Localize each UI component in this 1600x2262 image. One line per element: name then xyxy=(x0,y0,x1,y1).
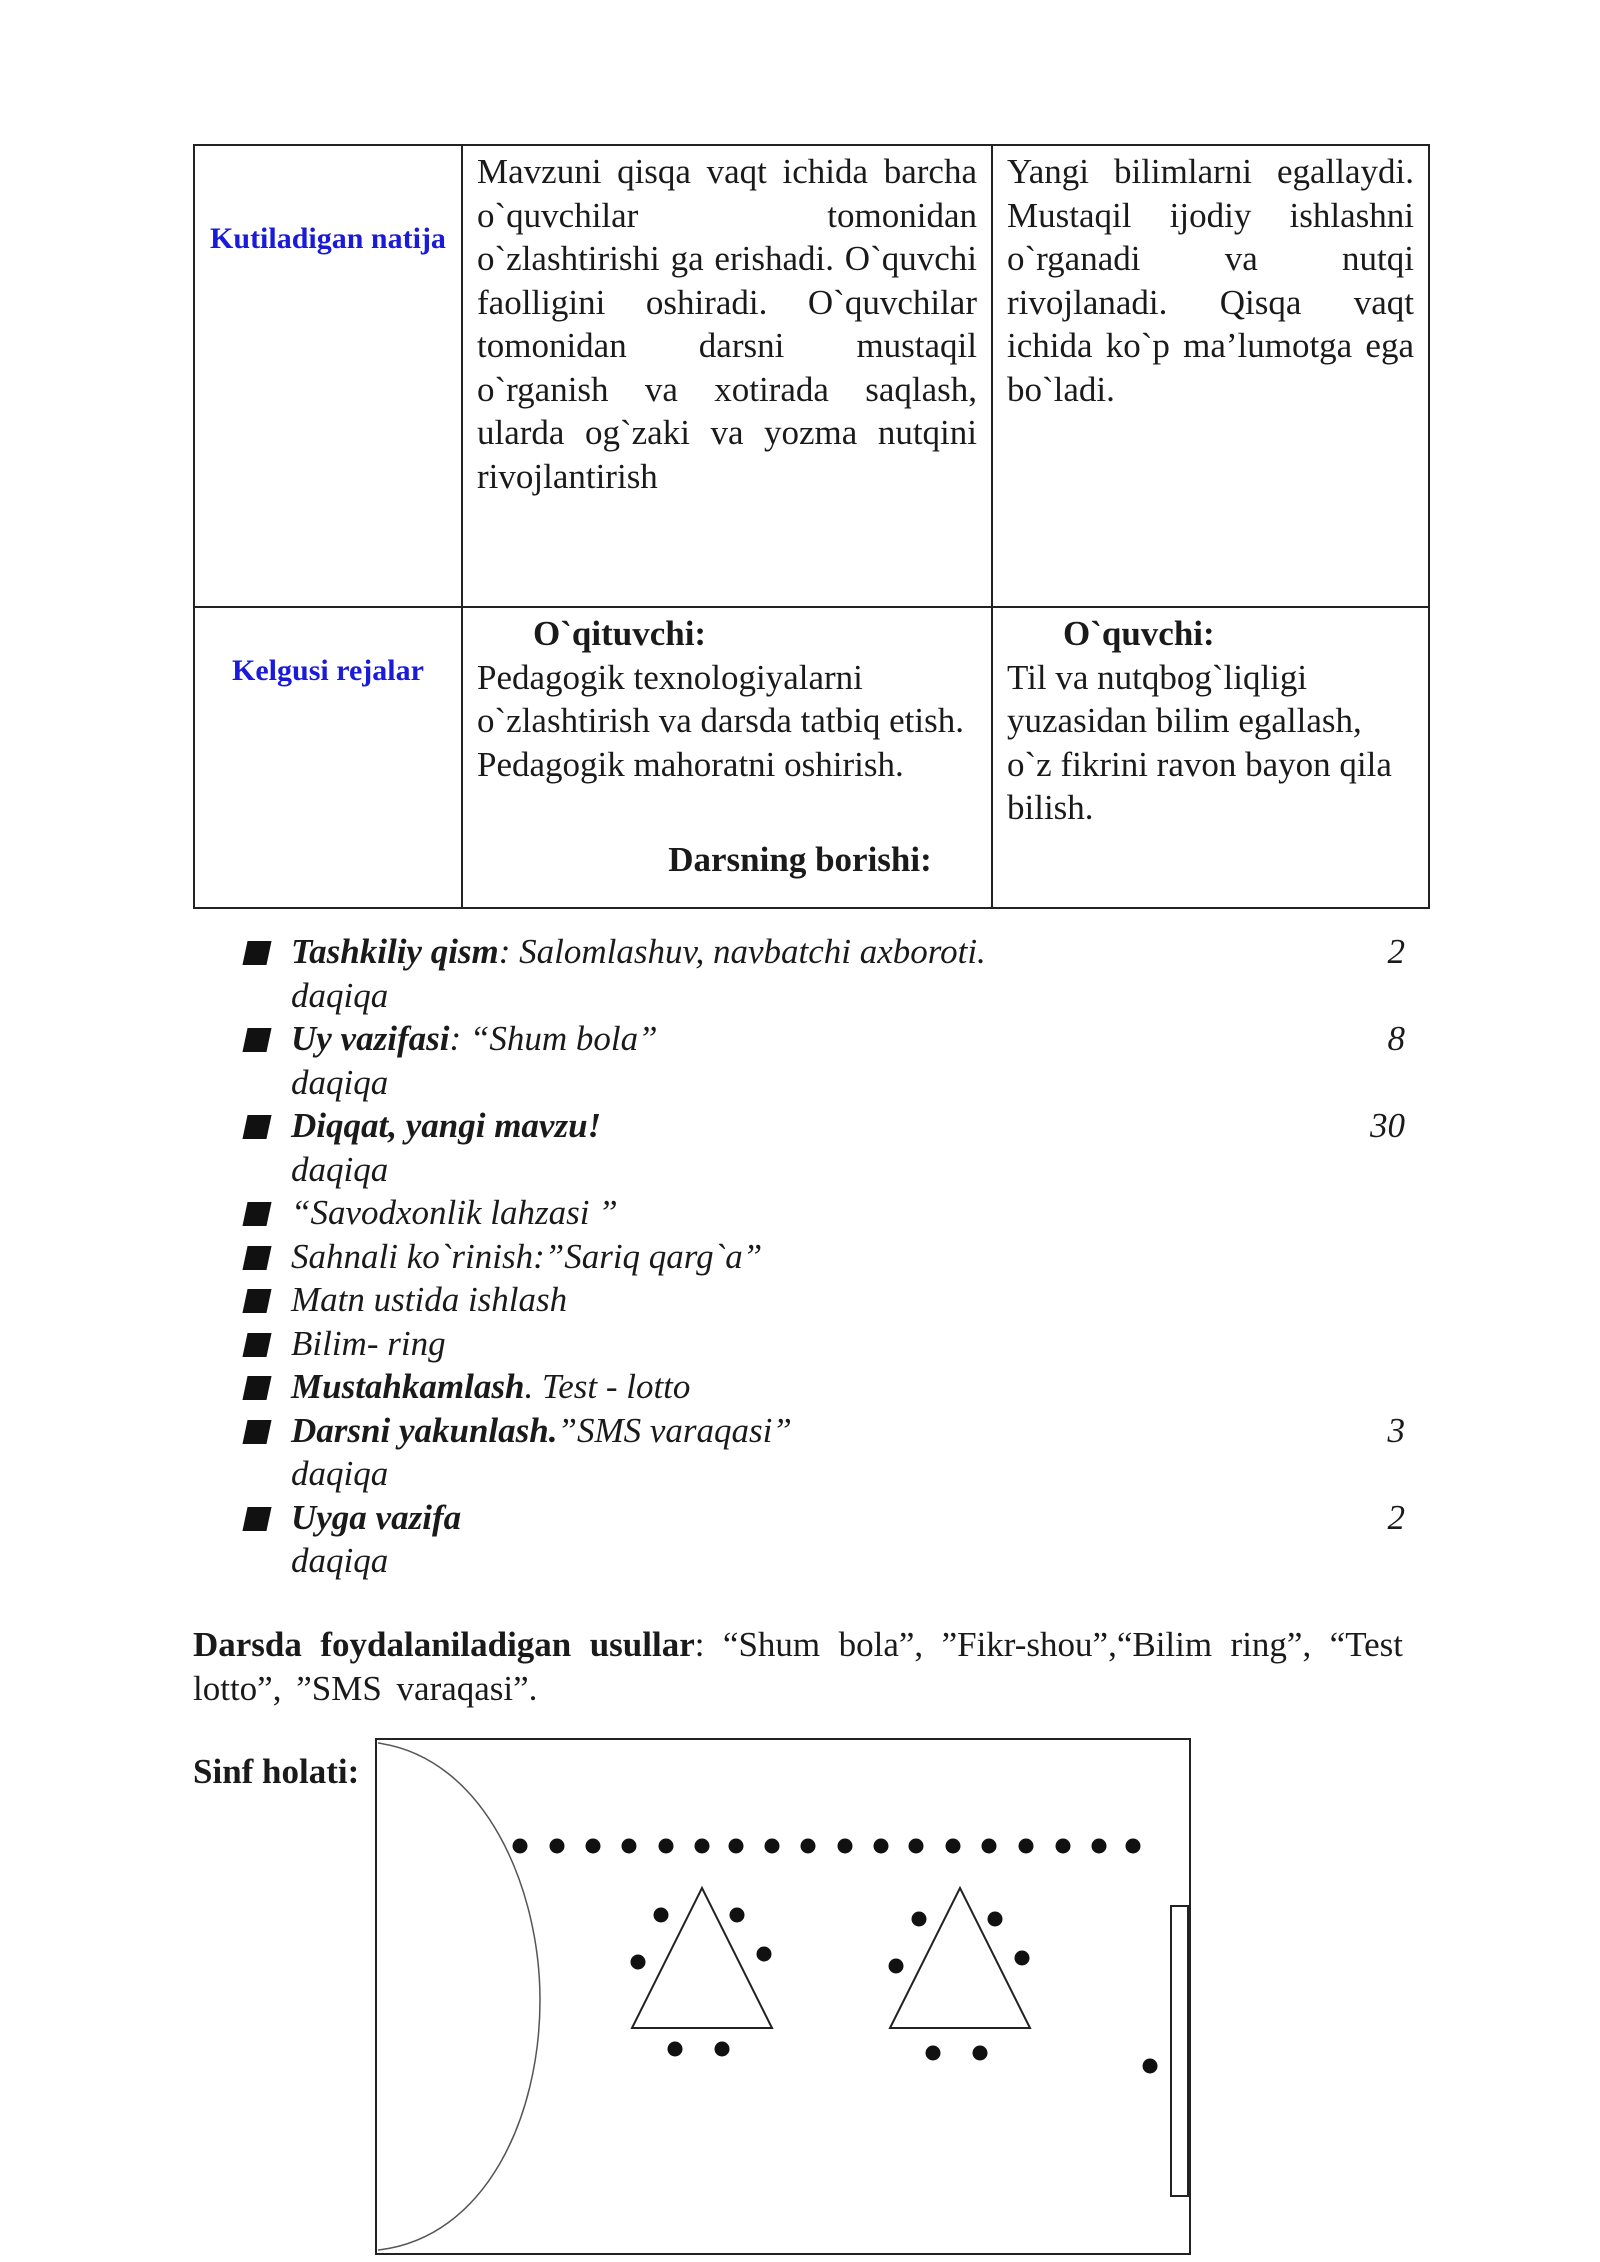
item-time: 2 xyxy=(1387,932,1405,971)
item-text: ”SMS varaqasi” xyxy=(557,1410,792,1450)
list-item xyxy=(245,1496,1405,1583)
student-dot xyxy=(550,1839,565,1854)
student-dot xyxy=(1019,1839,1034,1854)
list-item xyxy=(245,1191,1405,1235)
list-item xyxy=(245,1235,1405,1279)
door-shape xyxy=(1171,1906,1188,2196)
item-bold: Uyga vazifa xyxy=(291,1497,462,1537)
student-plans-text: Til va nutqbog`liqligi yuzasidan bilim egallash, o`z fikrini ravon bayon qila bilish. xyxy=(1007,657,1392,827)
student-dot xyxy=(668,2042,683,2057)
student-dot xyxy=(926,2046,941,2061)
student-dot xyxy=(586,1839,601,1854)
row-header-expected-result: Kutiladigan natija xyxy=(194,145,462,607)
item-text: Sahnali ko`rinish:”Sariq qarg`a” xyxy=(291,1236,763,1276)
student-dot xyxy=(838,1839,853,1854)
student-dot xyxy=(757,1947,772,1962)
bullet-icon xyxy=(242,1376,271,1400)
item-text: Matn ustida ishlash xyxy=(291,1280,568,1319)
teacher-plans-title: O`qituvchi: xyxy=(533,614,707,653)
item-text: “Savodxonlik lahzasi ” xyxy=(291,1193,618,1232)
item-text: : Salomlashuv, navbatchi axboroti. xyxy=(498,932,986,971)
item-text: : “Shum bola” xyxy=(449,1019,658,1058)
methods-text: : “Shum bola”, ”Fikr-shou”,“Bilim ring”, “Test lotto”, ”SMS varaqasi”. xyxy=(193,1625,1404,1708)
bullet-icon xyxy=(242,1246,271,1270)
student-dot xyxy=(622,1839,637,1854)
group-table-1 xyxy=(632,1888,772,2028)
item-unit: daqiqa xyxy=(291,1454,389,1493)
room-border xyxy=(376,1739,1190,2254)
item-time: 3 xyxy=(1387,1410,1405,1450)
list-item xyxy=(245,1278,1405,1322)
item-time: 2 xyxy=(1387,1497,1405,1537)
bullet-icon xyxy=(242,1115,271,1139)
item-bold: Mustahkamlash xyxy=(291,1367,525,1406)
student-dot xyxy=(912,1912,927,1927)
list-item xyxy=(245,1104,1405,1191)
student-dot xyxy=(1143,2059,1158,2074)
item-time: 30 xyxy=(1370,1106,1405,1145)
item-bold: Diqqat, yangi mavzu! xyxy=(291,1106,602,1145)
student-plans-title: O`quvchi: xyxy=(1063,614,1215,653)
bullet-icon xyxy=(242,1333,271,1357)
item-unit: daqiqa xyxy=(291,975,389,1015)
student-dot xyxy=(946,1839,961,1854)
student-dot xyxy=(729,1839,744,1854)
bullet-icon xyxy=(242,1289,271,1313)
classroom-diagram xyxy=(375,1738,1191,2256)
methods-paragraph xyxy=(193,1623,1403,1710)
list-item xyxy=(245,1322,1405,1366)
cell-teacher-result: Mavzuni qisqa vaqt ichida barcha o`quvchilar tomonidan o`zlashtirishi ga erishadi. O`quvchi faolligini oshiradi. O`quvchilar tomonidan darsni mustaqil o`rganish va xotirada saqlash, ularda og`zaki va yozma nutqini rivojlantirish xyxy=(462,145,992,607)
board-arc xyxy=(378,1743,540,2250)
item-bold: Darsni yakunlash. xyxy=(291,1410,558,1450)
student-dot xyxy=(513,1839,528,1854)
classroom-label: Sinf holati: xyxy=(193,1752,360,1791)
student-dot xyxy=(1092,1839,1107,1854)
student-dot xyxy=(1015,1951,1030,1966)
item-unit: daqiqa xyxy=(291,1149,389,1189)
lesson-plan-table xyxy=(193,144,1430,909)
list-item xyxy=(245,930,1405,1017)
bullet-icon xyxy=(242,1028,271,1052)
student-dot xyxy=(874,1839,889,1854)
student-dot xyxy=(973,2046,988,2061)
student-dot xyxy=(988,1912,1003,1927)
item-bold: Tashkiliy qism xyxy=(291,932,499,971)
student-dot xyxy=(909,1839,924,1854)
student-dot xyxy=(1056,1839,1071,1854)
student-dot xyxy=(695,1839,710,1854)
cell-student-result: Yangi bilimlarni egallaydi. Mustaqil ijodiy ishlashni o`rganadi va nutqi rivojlanadi. Qisqa vaqt ichida ko`p ma’lumotga ega bo`ladi. xyxy=(992,145,1429,607)
student-dot xyxy=(631,1955,646,1970)
table-row xyxy=(194,145,1429,607)
item-bold: Uy vazifasi xyxy=(291,1019,450,1058)
student-dot xyxy=(982,1839,997,1854)
student-dot xyxy=(1126,1839,1141,1854)
item-text: Bilim- ring xyxy=(291,1323,446,1363)
student-dots xyxy=(513,1839,1158,2074)
bullet-icon xyxy=(242,1420,271,1444)
row-header-future-plans: Kelgusi rejalar xyxy=(194,607,462,908)
list-item xyxy=(245,1409,1405,1496)
item-unit: daqiqa xyxy=(291,1541,389,1580)
section-title: Darsning borishi: xyxy=(668,840,932,879)
bullet-icon xyxy=(242,1202,271,1226)
list-item xyxy=(245,1017,1405,1104)
group-table-2 xyxy=(890,1888,1030,2028)
student-dot xyxy=(659,1839,674,1854)
student-dot xyxy=(715,2042,730,2057)
bullet-icon xyxy=(242,941,271,965)
list-item xyxy=(245,1365,1405,1409)
item-text: . Test - lotto xyxy=(524,1367,691,1406)
student-dot xyxy=(654,1908,669,1923)
bullet-icon xyxy=(242,1507,271,1531)
student-dot xyxy=(889,1959,904,1974)
methods-label: Darsda foydalaniladigan usullar xyxy=(193,1625,695,1664)
teacher-plans-text: Pedagogik texnologiyalarni o`zlashtirish va darsda tatbiq etish. Pedagogik mahoratni oshirish. xyxy=(477,657,964,784)
item-unit: daqiqa xyxy=(291,1062,389,1102)
student-dot xyxy=(801,1839,816,1854)
student-dot xyxy=(765,1839,780,1854)
lesson-flow-list xyxy=(245,930,1405,1583)
item-time: 8 xyxy=(1387,1019,1405,1058)
student-dot xyxy=(730,1908,745,1923)
